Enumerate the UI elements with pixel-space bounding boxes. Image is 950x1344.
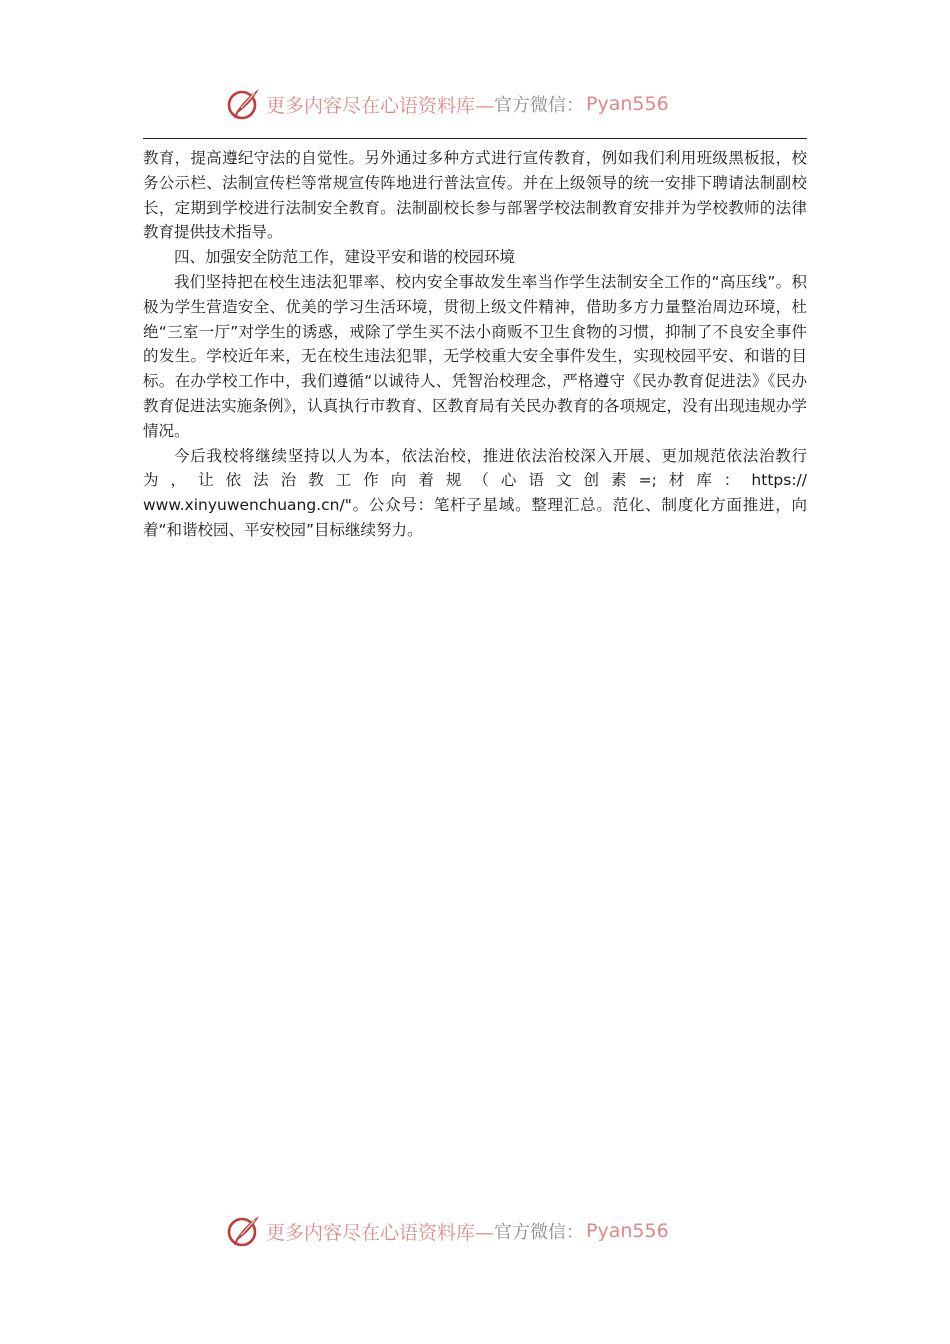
- paragraph-future-a-text: 今后我校将继续坚持以人为本，依法治校，推进依法治校深入开展、更加规范依法治教行为，让依法治教工作向着规（心语文创素=;材库：https://: [143, 446, 807, 490]
- paragraph-continued: 教育，提高遵纪守法的自觉性。另外通过多种方式进行宣传教育，例如我们利用班级黑板报，校务公示栏、法制宣传栏等常规宣传阵地进行普法宣传。并在上级领导的统一安排下聘请法制副校长，定期到学校进行法制安全教育。法制副校长参与部署学校法制教育安排并为学校教师的法律教育提供技术指导。: [143, 149, 807, 242]
- header-slogan: 更多内容尽在心语资料库—: [266, 94, 495, 117]
- quill-logo-icon: [226, 1213, 262, 1249]
- header-divider: [143, 138, 807, 139]
- paragraph-future-b: www.xinyuwenchuang.cn/"。公众号：笔杆子星域。整理汇总。范化、制度化方面推进，向着“和谐校园、平安校园”目标继续努力。: [143, 496, 807, 539]
- section-heading-4: 四、加强安全防范工作，建设平安和谐的校园环境: [174, 248, 516, 267]
- header-wechat-handle: Pyan556: [586, 93, 669, 115]
- footer-wechat-label: 官方微信：: [494, 1222, 585, 1243]
- footer-slogan: 更多内容尽在心语资料库—: [266, 1221, 495, 1244]
- header-banner: [226, 84, 726, 124]
- header-wechat-label: 官方微信：: [494, 95, 585, 116]
- paragraph-safety: 我们坚持把在校生违法犯罪率、校内安全事故发生率当作学生法制安全工作的“高压线”。积极为学生营造安全、优美的学习生活环境，贯彻上级文件精神，借助多方力量整治周边环境，杜绝“三室一厅”对学生的诱惑，戒除了学生买不法小商贩不卫生食物的习惯，抑制了不良安全事件的发生。学校近年来，无在校生违法犯罪，无学校重大安全事件发生，实现校园平安、和谐的目标。在办学校工作中，我们遵循“以诚待人、凭智治校理念，严格遵守《民办教育促进法》《民办教育促进法实施条例》，认真执行市教育、区教育局有关民办教育的各项规定，没有出现违规办学情况。: [143, 272, 807, 440]
- document-body: [143, 146, 807, 543]
- paragraph-future-a: [143, 444, 807, 494]
- footer-wechat-handle: Pyan556: [586, 1220, 669, 1242]
- footer-banner: [226, 1211, 726, 1251]
- quill-logo-icon: [226, 86, 262, 122]
